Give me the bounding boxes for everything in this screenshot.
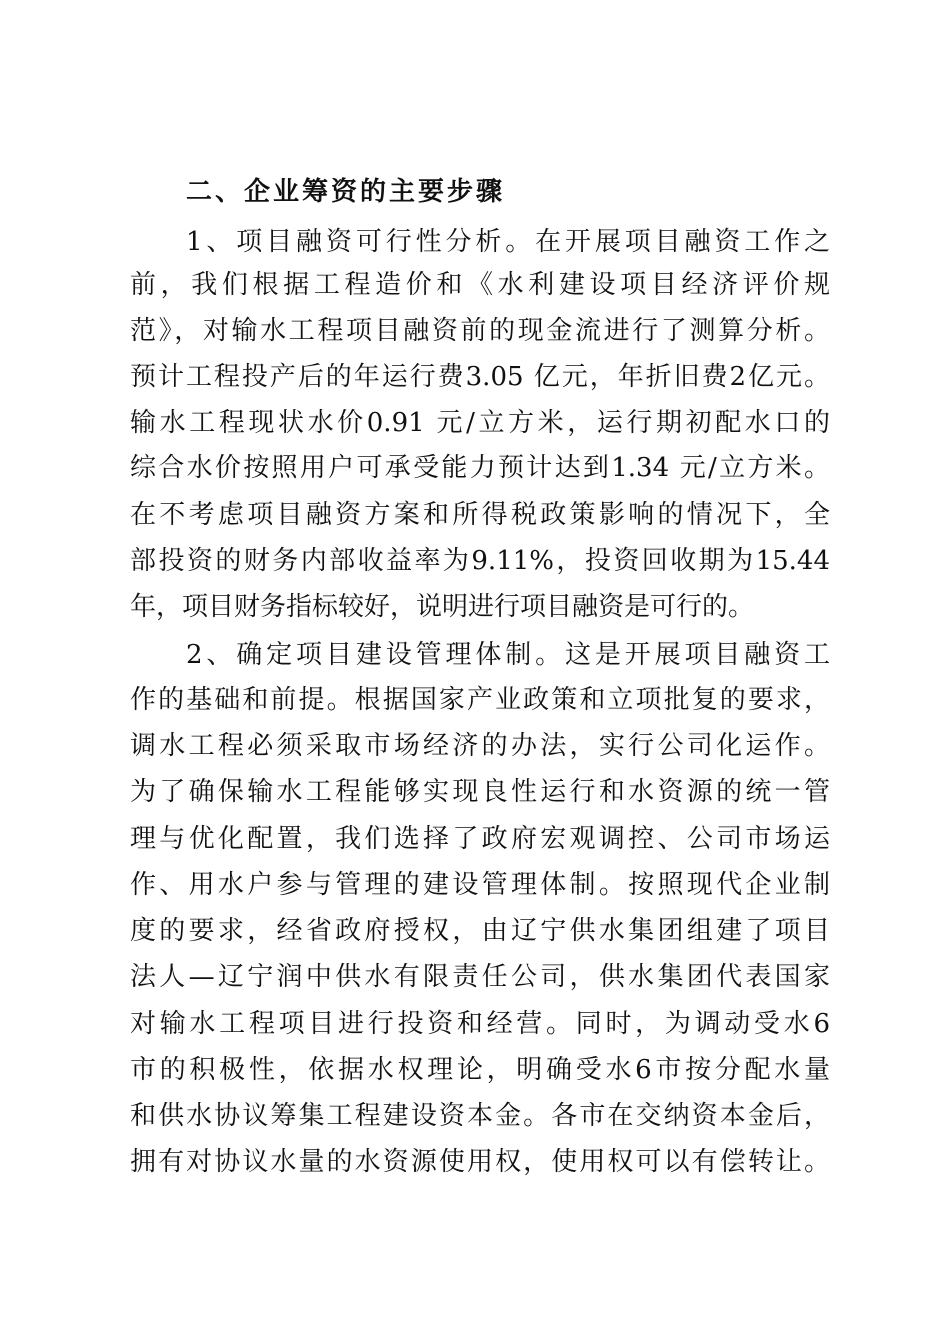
paragraph-1-line-7: 在不考虑项目融资方案和所得税政策影响的情况下，全 bbox=[130, 500, 830, 530]
paragraph-1-line-8: 部投资的财务内部收益率为9.11%，投资回收期为15.44 bbox=[130, 546, 830, 576]
section-heading: 二、企业筹资的主要步骤 bbox=[186, 177, 506, 207]
paragraph-2-line-8: 法人—辽宁润中供水有限责任公司，供水集团代表国家 bbox=[130, 962, 830, 992]
paragraph-2-line-7: 度的要求，经省政府授权，由辽宁供水集团组建了项目 bbox=[130, 916, 830, 946]
paragraph-1-line-9: 年，项目财务指标较好，说明进行项目融资是可行的。 bbox=[130, 592, 755, 622]
paragraph-2-line-12: 拥有对协议水量的水资源使用权，使用权可以有偿转让。 bbox=[130, 1147, 830, 1177]
paragraph-2-line-3: 调水工程必须采取市场经济的办法，实行公司化运作。 bbox=[130, 731, 830, 761]
paragraph-1-line-3: 范》，对输水工程项目融资前的现金流进行了测算分析。 bbox=[130, 316, 830, 346]
paragraph-1-line-6: 综合水价按照用户可承受能力预计达到1.34 元/立方米。 bbox=[130, 453, 830, 483]
paragraph-2-line-5: 理与优化配置，我们选择了政府宏观调控、公司市场运 bbox=[130, 824, 830, 854]
paragraph-2-line-2: 作的基础和前提。根据国家产业政策和立项批复的要求， bbox=[130, 685, 830, 715]
paragraph-2-line-10: 市的积极性，依据水权理论，明确受水6市按分配水量 bbox=[130, 1055, 830, 1085]
paragraph-2-line-11: 和供水协议筹集工程建设资本金。各市在交纳资本金后， bbox=[130, 1101, 830, 1131]
paragraph-1-line-2: 前，我们根据工程造价和《水利建设项目经济评价规 bbox=[130, 270, 830, 300]
paragraph-2-line-9: 对输水工程项目进行投资和经营。同时，为调动受水6 bbox=[130, 1009, 830, 1039]
paragraph-1-line-4: 预计工程投产后的年运行费3.05 亿元，年折旧费2亿元。 bbox=[130, 362, 830, 392]
paragraph-1-line-5: 输水工程现状水价0.91 元/立方米，运行期初配水口的 bbox=[130, 408, 830, 438]
paragraph-1-line-1: 1、项目融资可行性分析。在开展项目融资工作之 bbox=[186, 227, 830, 257]
paragraph-2-line-6: 作、用水户参与管理的建设管理体制。按照现代企业制 bbox=[130, 870, 830, 900]
paragraph-2-line-1: 2、确定项目建设管理体制。这是开展项目融资工 bbox=[186, 640, 830, 670]
paragraph-2-line-4: 为了确保输水工程能够实现良性运行和水资源的统一管 bbox=[130, 777, 830, 807]
